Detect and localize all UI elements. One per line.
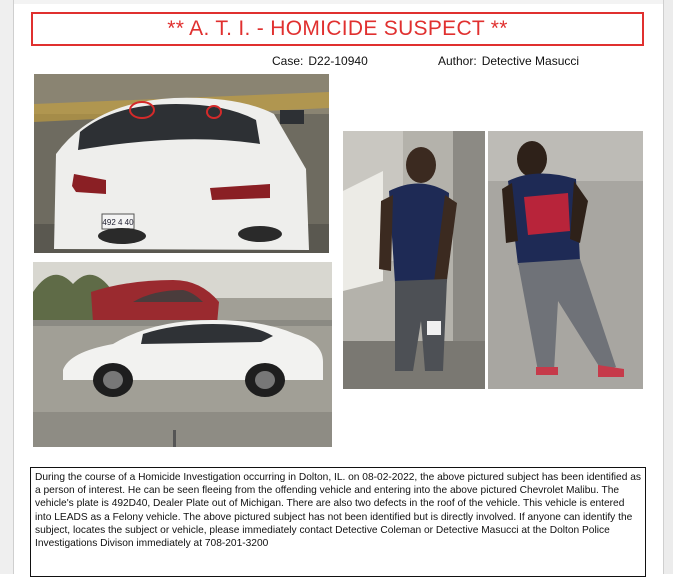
page-right-margin: [663, 0, 673, 574]
page-title: ** A. T. I. - HOMICIDE SUSPECT **: [167, 17, 508, 40]
case-number: [272, 54, 368, 68]
case-label: Case:: [272, 54, 304, 68]
page-left-border: [13, 0, 14, 574]
suspect-photo-right: [488, 131, 643, 389]
vehicle-plate-text: 492 4 40: [102, 218, 134, 227]
page-left-margin: [0, 0, 14, 574]
author-label: Author:: [438, 54, 477, 68]
author-value: Detective Masucci: [481, 54, 580, 68]
title-banner: [31, 12, 644, 46]
author: [438, 54, 579, 68]
page-top-edge: [14, 0, 663, 4]
suspect-photo-left: [343, 131, 485, 389]
case-description: During the course of a Homicide Investigation occurring in Dolton, IL. on 08-02-2022, the above pictured subject has been identified as a person of interest. He can be seen fleeing from the offending vehicle and entering into the above pictured Chevrolet Malibu. The vehicle's plate is 492D40, Dealer Plate out of Michigan. There are also two defects in the roof of the vehicle. This vehicle is entered into LEADS as a Felony vehicle. The above pictured subject has not been identified but is directly involved. If anyone can identify the subject, locates the subject or vehicle, please immediately contact Detective Coleman or Detective Masucci at the Dolton Police Investigations Divison immediately at 708-201-3200: [30, 467, 646, 577]
vehicle-rear-photo: [34, 74, 329, 253]
vehicle-side-photo: [33, 262, 332, 447]
case-value: D22-10940: [308, 54, 368, 68]
